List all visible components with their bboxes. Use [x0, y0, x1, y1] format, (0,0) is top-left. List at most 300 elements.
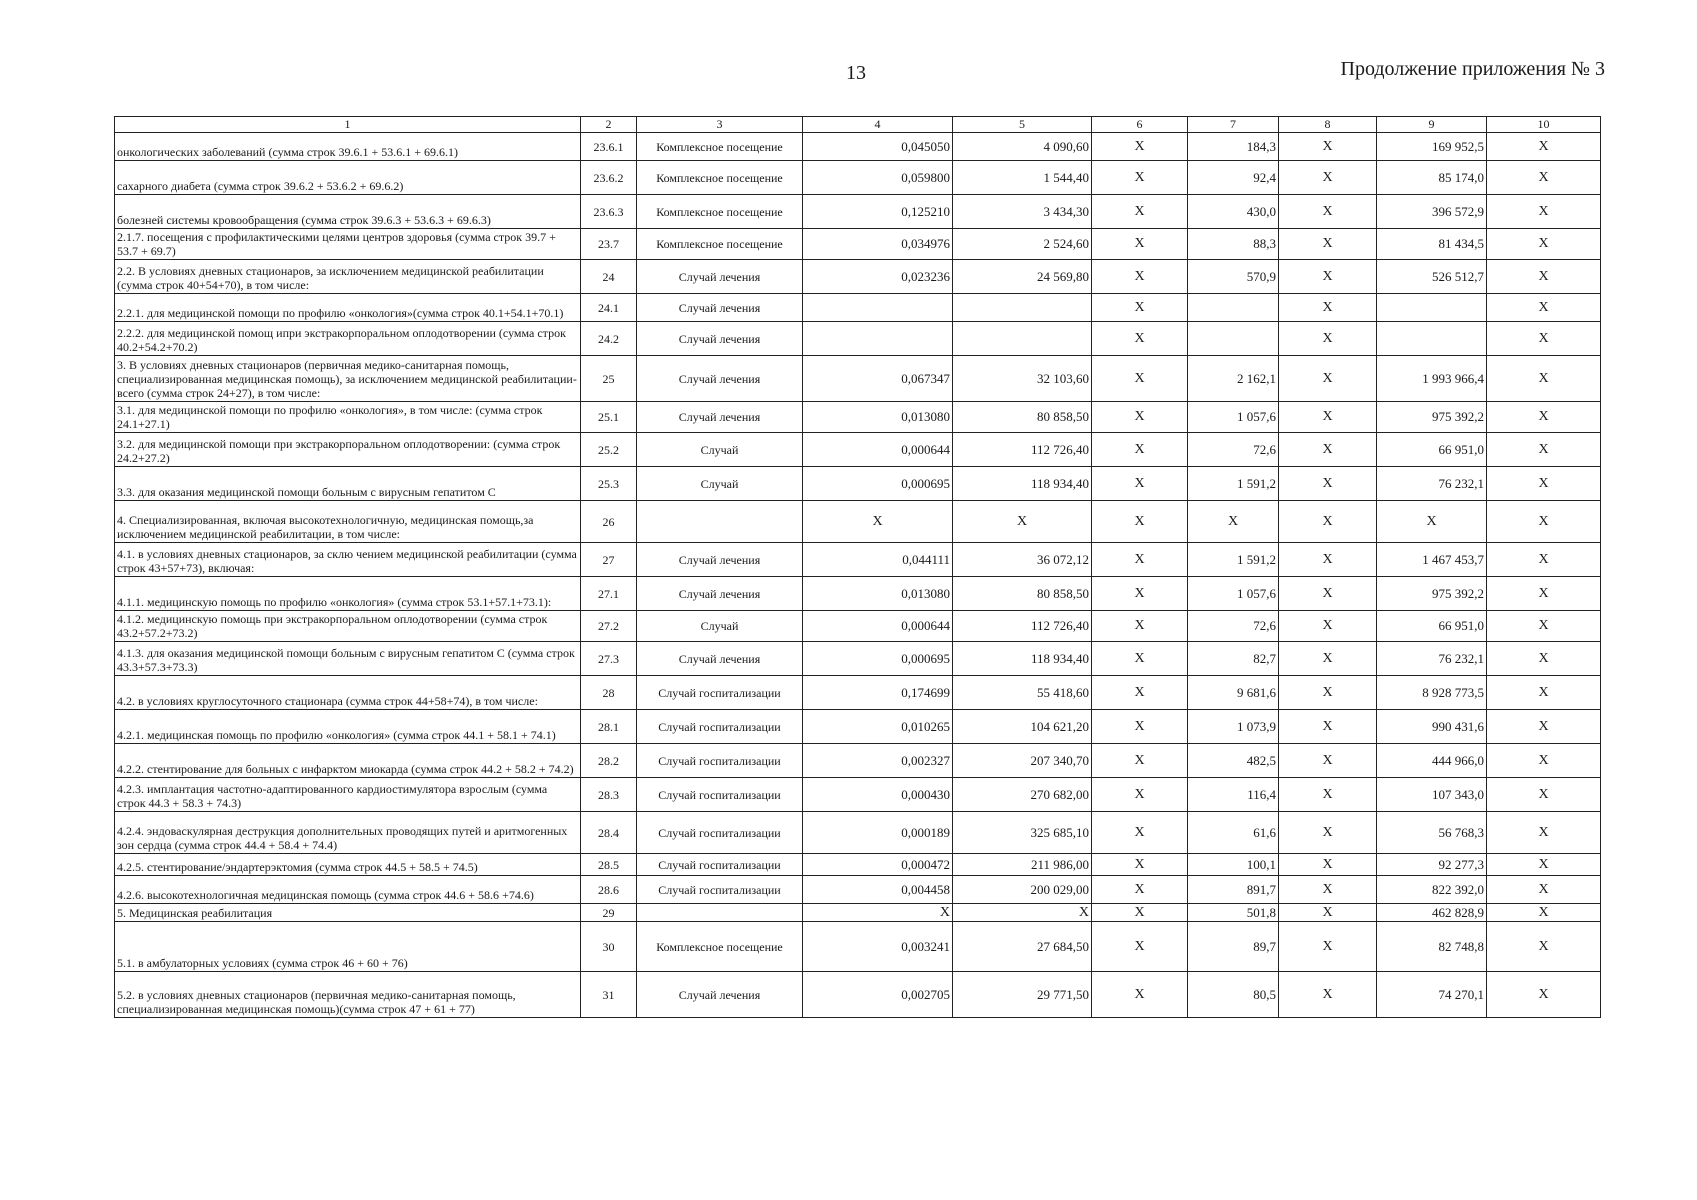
table-cell: Случай госпитализации: [637, 812, 803, 854]
table-cell: X: [1092, 402, 1188, 433]
table-cell: X: [1279, 322, 1377, 356]
table-cell: 81 434,5: [1377, 229, 1487, 260]
table-cell: сахарного диабета (сумма строк 39.6.2 + 53.6.2 + 69.6.2): [115, 161, 581, 195]
table-cell: X: [1279, 744, 1377, 778]
table-cell: 444 966,0: [1377, 744, 1487, 778]
table-cell: X: [1279, 467, 1377, 501]
table-cell: 80,5: [1188, 972, 1279, 1018]
table-cell: X: [1279, 195, 1377, 229]
table-cell: 5.2. в условиях дневных стационаров (первичная медико-санитарная помощь, специализированная медицинская помощь)(сумма строк 47 + 61 + 77): [115, 972, 581, 1018]
table-cell: X: [1092, 577, 1188, 611]
table-cell: X: [1279, 778, 1377, 812]
table-cell: 0,000695: [803, 642, 953, 676]
table-cell: 29: [581, 904, 637, 922]
table-cell: X: [1092, 922, 1188, 972]
table-cell: 25.2: [581, 433, 637, 467]
table-cell: X: [1487, 433, 1601, 467]
table-cell: X: [1092, 854, 1188, 876]
table-cell: 24.2: [581, 322, 637, 356]
table-cell: X: [1092, 195, 1188, 229]
table-cell: 55 418,60: [953, 676, 1092, 710]
table-cell: 28.5: [581, 854, 637, 876]
table-cell: 207 340,70: [953, 744, 1092, 778]
table-cell: 89,7: [1188, 922, 1279, 972]
table-cell: Случай госпитализации: [637, 676, 803, 710]
table-cell: 112 726,40: [953, 433, 1092, 467]
table-cell: X: [1487, 642, 1601, 676]
table-cell: 4.2.2. стентирование для больных с инфарктом миокарда (сумма строк 44.2 + 58.2 + 74.2): [115, 744, 581, 778]
table-cell: 822 392,0: [1377, 876, 1487, 904]
table-row: [115, 972, 1601, 1018]
table-cell: X: [1487, 611, 1601, 642]
table-cell: X: [1092, 611, 1188, 642]
table-cell: X: [1092, 501, 1188, 543]
table-cell: 92,4: [1188, 161, 1279, 195]
table-cell: X: [1092, 294, 1188, 322]
column-header: 5: [953, 117, 1092, 133]
table-cell: 0,002327: [803, 744, 953, 778]
table-cell: Случай лечения: [637, 322, 803, 356]
table-cell: 0,000472: [803, 854, 953, 876]
table-cell: X: [1279, 676, 1377, 710]
table-cell: 116,4: [1188, 778, 1279, 812]
table-cell: 76 232,1: [1377, 642, 1487, 676]
table-cell: 1 467 453,7: [1377, 543, 1487, 577]
table-row: [115, 402, 1601, 433]
table-cell: X: [1279, 402, 1377, 433]
table-cell: 0,000644: [803, 433, 953, 467]
table-cell: 31: [581, 972, 637, 1018]
table-cell: 2.2.2. для медицинской помощ ипри экстракорпоральном оплодотворении (сумма строк 40.2+54.2+70.2): [115, 322, 581, 356]
table-cell: 975 392,2: [1377, 577, 1487, 611]
table-cell: X: [1092, 543, 1188, 577]
table-cell: 24: [581, 260, 637, 294]
table-cell: X: [1487, 710, 1601, 744]
table-cell: X: [1279, 577, 1377, 611]
table-cell: 270 682,00: [953, 778, 1092, 812]
table-cell: X: [1092, 710, 1188, 744]
table-cell: X: [1279, 611, 1377, 642]
table-row: [115, 922, 1601, 972]
table-cell: [1188, 322, 1279, 356]
table-cell: 396 572,9: [1377, 195, 1487, 229]
table-cell: 0,045050: [803, 133, 953, 161]
table-cell: [637, 501, 803, 543]
table-cell: 1 591,2: [1188, 467, 1279, 501]
table-cell: Комплексное посещение: [637, 161, 803, 195]
table-cell: [953, 322, 1092, 356]
table-cell: 325 685,10: [953, 812, 1092, 854]
table-cell: X: [1487, 922, 1601, 972]
table-cell: X: [1487, 195, 1601, 229]
table-cell: [803, 294, 953, 322]
table-cell: 28.3: [581, 778, 637, 812]
table-cell: X: [1279, 543, 1377, 577]
column-header: 3: [637, 117, 803, 133]
table-cell: Случай лечения: [637, 260, 803, 294]
table-cell: 82 748,8: [1377, 922, 1487, 972]
table-cell: X: [1092, 161, 1188, 195]
table-cell: 24 569,80: [953, 260, 1092, 294]
table-cell: 0,013080: [803, 577, 953, 611]
table-row: [115, 133, 1601, 161]
table-cell: 0,000695: [803, 467, 953, 501]
table-cell: X: [1279, 356, 1377, 402]
table-cell: 4 090,60: [953, 133, 1092, 161]
table-cell: 3 434,30: [953, 195, 1092, 229]
table-cell: 28.1: [581, 710, 637, 744]
table-cell: Случай госпитализации: [637, 710, 803, 744]
table-row: [115, 467, 1601, 501]
table-cell: X: [1279, 904, 1377, 922]
table-cell: 0,002705: [803, 972, 953, 1018]
table-row: [115, 356, 1601, 402]
table-row: [115, 812, 1601, 854]
table-cell: 4.1. в условиях дневных стационаров, за склю чением медицинской реабилитации (сумма строк 43+57+73), включая:: [115, 543, 581, 577]
table-cell: 4. Специализированная, включая высокотехнологичную, медицинская помощь,за исключением медицинской реабилитации, в том числе:: [115, 501, 581, 543]
table-cell: X: [1487, 467, 1601, 501]
table-cell: болезней системы кровообращения (сумма строк 39.6.3 + 53.6.3 + 69.6.3): [115, 195, 581, 229]
table-cell: X: [1279, 260, 1377, 294]
table-cell: 66 951,0: [1377, 611, 1487, 642]
table-cell: 184,3: [1188, 133, 1279, 161]
table-cell: 4.1.1. медицинскую помощь по профилю «онкология» (сумма строк 53.1+57.1+73.1):: [115, 577, 581, 611]
table-cell: 1 993 966,4: [1377, 356, 1487, 402]
table-row: [115, 854, 1601, 876]
table-cell: X: [953, 501, 1092, 543]
table-cell: X: [1487, 260, 1601, 294]
table-cell: 2.2.1. для медицинской помощи по профилю «онкология»(сумма строк 40.1+54.1+70.1): [115, 294, 581, 322]
table-cell: Комплексное посещение: [637, 922, 803, 972]
table-cell: 82,7: [1188, 642, 1279, 676]
table-cell: 29 771,50: [953, 972, 1092, 1018]
table-cell: Случай госпитализации: [637, 854, 803, 876]
table-cell: 26: [581, 501, 637, 543]
table-cell: X: [1487, 322, 1601, 356]
table-cell: X: [803, 904, 953, 922]
table-row: [115, 294, 1601, 322]
table-cell: X: [1487, 161, 1601, 195]
table-cell: 0,013080: [803, 402, 953, 433]
table-cell: X: [1487, 876, 1601, 904]
table-cell: X: [1092, 433, 1188, 467]
table-cell: 27.3: [581, 642, 637, 676]
table-cell: X: [1487, 294, 1601, 322]
table-cell: 28.4: [581, 812, 637, 854]
table-cell: 5. Медицинская реабилитация: [115, 904, 581, 922]
table-cell: 3.3. для оказания медицинской помощи больным с вирусным гепатитом С: [115, 467, 581, 501]
table-cell: X: [1279, 812, 1377, 854]
table-cell: X: [803, 501, 953, 543]
table-cell: 4.2.5. стентирование/эндартерэктомия (сумма строк 44.5 + 58.5 + 74.5): [115, 854, 581, 876]
table-cell: X: [1092, 642, 1188, 676]
table-cell: [637, 904, 803, 922]
table-cell: 32 103,60: [953, 356, 1092, 402]
column-header: 10: [1487, 117, 1601, 133]
table-cell: 28.2: [581, 744, 637, 778]
table-row: [115, 433, 1601, 467]
table-cell: X: [1279, 161, 1377, 195]
table-cell: X: [1092, 778, 1188, 812]
table-cell: 23.6.1: [581, 133, 637, 161]
table-cell: 56 768,3: [1377, 812, 1487, 854]
table-cell: 23.6.2: [581, 161, 637, 195]
table-cell: 9 681,6: [1188, 676, 1279, 710]
table-cell: 462 828,9: [1377, 904, 1487, 922]
table-cell: Комплексное посещение: [637, 195, 803, 229]
table-cell: Случай лечения: [637, 577, 803, 611]
table-cell: 112 726,40: [953, 611, 1092, 642]
page-number: 13: [846, 62, 866, 84]
table-cell: [953, 294, 1092, 322]
table-row: [115, 195, 1601, 229]
table-cell: X: [1487, 356, 1601, 402]
data-table-wrapper: [114, 116, 1601, 1018]
column-header: 4: [803, 117, 953, 133]
table-cell: онкологических заболеваний (сумма строк 39.6.1 + 53.6.1 + 69.6.1): [115, 133, 581, 161]
table-cell: [803, 322, 953, 356]
table-row: [115, 676, 1601, 710]
table-cell: 8 928 773,5: [1377, 676, 1487, 710]
table-cell: 975 392,2: [1377, 402, 1487, 433]
table-cell: 4.1.3. для оказания медицинской помощи больным с вирусным гепатитом С (сумма строк 43.3+57.3+73.3): [115, 642, 581, 676]
data-table: [114, 116, 1601, 1018]
table-cell: 2.2. В условиях дневных стационаров, за исключением медицинской реабилитации (сумма строк 40+54+70), в том числе:: [115, 260, 581, 294]
table-cell: X: [1487, 778, 1601, 812]
column-header: 2: [581, 117, 637, 133]
table-cell: Комплексное посещение: [637, 133, 803, 161]
table-cell: 0,174699: [803, 676, 953, 710]
table-cell: 4.2. в условиях круглосуточного стационара (сумма строк 44+58+74), в том числе:: [115, 676, 581, 710]
column-header: 7: [1188, 117, 1279, 133]
table-cell: 3.1. для медицинской помощи по профилю «онкология», в том числе: (сумма строк 24.1+27.1): [115, 402, 581, 433]
table-cell: 27: [581, 543, 637, 577]
table-cell: X: [1487, 972, 1601, 1018]
table-cell: 23.6.3: [581, 195, 637, 229]
table-cell: 74 270,1: [1377, 972, 1487, 1018]
table-cell: 169 952,5: [1377, 133, 1487, 161]
table-cell: 100,1: [1188, 854, 1279, 876]
table-cell: 2 524,60: [953, 229, 1092, 260]
table-cell: 430,0: [1188, 195, 1279, 229]
table-cell: X: [1487, 744, 1601, 778]
table-cell: Случай лечения: [637, 642, 803, 676]
table-cell: 200 029,00: [953, 876, 1092, 904]
table-cell: 27.1: [581, 577, 637, 611]
table-cell: X: [1092, 904, 1188, 922]
table-cell: 3.2. для медицинской помощи при экстракорпоральном оплодотворении: (сумма строк 24.2+27.2): [115, 433, 581, 467]
table-row: [115, 260, 1601, 294]
table-row: [115, 161, 1601, 195]
table-cell: X: [1092, 260, 1188, 294]
table-cell: 891,7: [1188, 876, 1279, 904]
table-cell: X: [1092, 876, 1188, 904]
table-cell: 28: [581, 676, 637, 710]
table-cell: 72,6: [1188, 433, 1279, 467]
table-cell: 0,023236: [803, 260, 953, 294]
header-row: [115, 117, 1601, 133]
table-cell: 25.3: [581, 467, 637, 501]
table-cell: X: [1092, 744, 1188, 778]
table-cell: X: [1487, 577, 1601, 611]
table-cell: 4.2.6. высокотехнологичная медицинская помощь (сумма строк 44.6 + 58.6 +74.6): [115, 876, 581, 904]
table-cell: Случай: [637, 467, 803, 501]
table-cell: 4.2.3. имплантация частотно-адаптированного кардиостимулятора взрослым (сумма строк 44.3 + 58.3 + 74.3): [115, 778, 581, 812]
table-cell: 25: [581, 356, 637, 402]
table-cell: 72,6: [1188, 611, 1279, 642]
table-cell: X: [1279, 922, 1377, 972]
table-cell: 1 057,6: [1188, 402, 1279, 433]
table-cell: 2.1.7. посещения с профилактическими целями центров здоровья (сумма строк 39.7 + 53.7 + 69.7): [115, 229, 581, 260]
table-cell: 1 073,9: [1188, 710, 1279, 744]
table-cell: 118 934,40: [953, 642, 1092, 676]
table-cell: 570,9: [1188, 260, 1279, 294]
table-cell: 0,000430: [803, 778, 953, 812]
column-header: 8: [1279, 117, 1377, 133]
table-cell: X: [1377, 501, 1487, 543]
table-row: [115, 710, 1601, 744]
table-cell: X: [1092, 133, 1188, 161]
table-cell: 27 684,50: [953, 922, 1092, 972]
table-row: [115, 904, 1601, 922]
table-cell: 92 277,3: [1377, 854, 1487, 876]
table-cell: Случай: [637, 611, 803, 642]
table-cell: 80 858,50: [953, 402, 1092, 433]
table-cell: X: [1092, 812, 1188, 854]
table-cell: X: [1487, 402, 1601, 433]
column-header: 9: [1377, 117, 1487, 133]
table-cell: X: [1279, 710, 1377, 744]
table-cell: 80 858,50: [953, 577, 1092, 611]
table-row: [115, 876, 1601, 904]
table-cell: X: [1279, 642, 1377, 676]
table-cell: 36 072,12: [953, 543, 1092, 577]
table-cell: X: [1092, 229, 1188, 260]
table-cell: [1377, 294, 1487, 322]
table-cell: 76 232,1: [1377, 467, 1487, 501]
table-cell: 482,5: [1188, 744, 1279, 778]
table-cell: 990 431,6: [1377, 710, 1487, 744]
table-cell: 27.2: [581, 611, 637, 642]
table-cell: 2 162,1: [1188, 356, 1279, 402]
table-cell: Комплексное посещение: [637, 229, 803, 260]
table-cell: 61,6: [1188, 812, 1279, 854]
table-cell: 0,004458: [803, 876, 953, 904]
table-cell: 1 591,2: [1188, 543, 1279, 577]
table-cell: 501,8: [1188, 904, 1279, 922]
table-cell: 4.2.4. эндоваскулярная деструкция дополнительных проводящих путей и аритмогенных зон сердца (сумма строк 44.4 + 58.4 + 74.4): [115, 812, 581, 854]
table-row: [115, 611, 1601, 642]
table-cell: Случай: [637, 433, 803, 467]
table-row: [115, 642, 1601, 676]
table-cell: Случай госпитализации: [637, 744, 803, 778]
table-row: [115, 778, 1601, 812]
table-cell: 66 951,0: [1377, 433, 1487, 467]
table-cell: Случай лечения: [637, 972, 803, 1018]
table-cell: X: [1487, 904, 1601, 922]
table-cell: 85 174,0: [1377, 161, 1487, 195]
table-cell: 28.6: [581, 876, 637, 904]
table-cell: X: [1279, 133, 1377, 161]
table-cell: X: [1487, 133, 1601, 161]
table-cell: 526 512,7: [1377, 260, 1487, 294]
table-cell: X: [1487, 676, 1601, 710]
appendix-continuation-title: Продолжение приложения № 3: [1340, 58, 1605, 80]
table-row: [115, 744, 1601, 778]
table-cell: 23.7: [581, 229, 637, 260]
table-cell: X: [953, 904, 1092, 922]
table-cell: 0,034976: [803, 229, 953, 260]
table-cell: Случай лечения: [637, 294, 803, 322]
table-cell: 104 621,20: [953, 710, 1092, 744]
table-cell: X: [1092, 356, 1188, 402]
table-cell: X: [1279, 294, 1377, 322]
table-cell: 0,000189: [803, 812, 953, 854]
table-cell: 5.1. в амбулаторных условиях (сумма строк 46 + 60 + 76): [115, 922, 581, 972]
table-row: [115, 229, 1601, 260]
table-cell: X: [1279, 229, 1377, 260]
table-cell: Случай лечения: [637, 543, 803, 577]
table-cell: X: [1188, 501, 1279, 543]
table-cell: 0,059800: [803, 161, 953, 195]
table-cell: 0,000644: [803, 611, 953, 642]
table-cell: 25.1: [581, 402, 637, 433]
table-row: [115, 322, 1601, 356]
table-cell: 1 544,40: [953, 161, 1092, 195]
table-row: [115, 577, 1601, 611]
column-header: 6: [1092, 117, 1188, 133]
table-cell: X: [1279, 876, 1377, 904]
table-cell: X: [1279, 854, 1377, 876]
table-cell: 118 934,40: [953, 467, 1092, 501]
table-cell: X: [1092, 972, 1188, 1018]
table-cell: X: [1279, 972, 1377, 1018]
table-cell: X: [1487, 812, 1601, 854]
table-cell: X: [1279, 433, 1377, 467]
table-cell: Случай госпитализации: [637, 876, 803, 904]
table-cell: [1188, 294, 1279, 322]
table-cell: 0,010265: [803, 710, 953, 744]
table-cell: 107 343,0: [1377, 778, 1487, 812]
table-cell: 4.2.1. медицинская помощь по профилю «онкология» (сумма строк 44.1 + 58.1 + 74.1): [115, 710, 581, 744]
table-cell: X: [1487, 229, 1601, 260]
table-cell: X: [1092, 322, 1188, 356]
table-cell: 211 986,00: [953, 854, 1092, 876]
table-cell: Случай госпитализации: [637, 778, 803, 812]
table-cell: X: [1092, 676, 1188, 710]
column-header: 1: [115, 117, 581, 133]
table-cell: X: [1487, 543, 1601, 577]
table-cell: 24.1: [581, 294, 637, 322]
table-cell: X: [1487, 501, 1601, 543]
table-cell: 4.1.2. медицинскую помощь при экстракорпоральном оплодотворении (сумма строк 43.2+57.2+73.2): [115, 611, 581, 642]
table-cell: X: [1092, 467, 1188, 501]
table-cell: 1 057,6: [1188, 577, 1279, 611]
table-cell: Случай лечения: [637, 356, 803, 402]
table-cell: 3. В условиях дневных стационаров (первичная медико-санитарная помощь, специализированная медицинская помощь), за исключением медицинской реабилитации-всего (сумма строк 24+27), в том числе:: [115, 356, 581, 402]
table-cell: 30: [581, 922, 637, 972]
table-cell: X: [1487, 854, 1601, 876]
table-row: [115, 501, 1601, 543]
table-cell: 0,003241: [803, 922, 953, 972]
table-row: [115, 543, 1601, 577]
table-cell: Случай лечения: [637, 402, 803, 433]
table-cell: 0,125210: [803, 195, 953, 229]
table-cell: X: [1279, 501, 1377, 543]
table-cell: 88,3: [1188, 229, 1279, 260]
table-cell: [1377, 322, 1487, 356]
table-cell: 0,067347: [803, 356, 953, 402]
